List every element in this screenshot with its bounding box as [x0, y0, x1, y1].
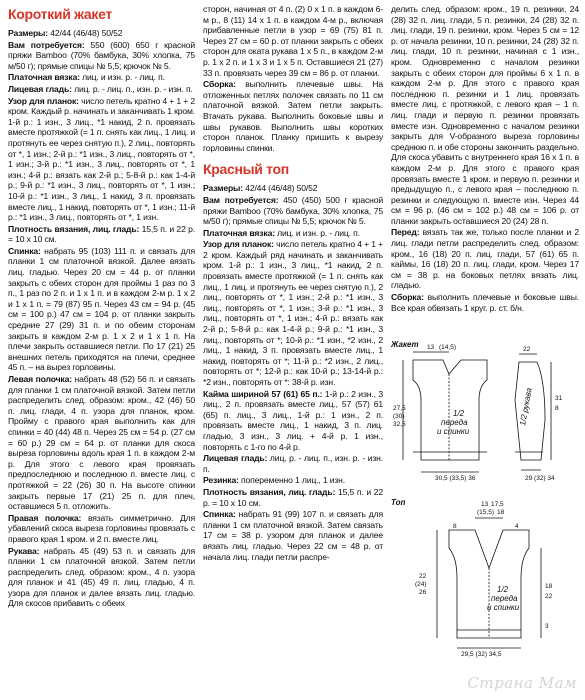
jacket-paragraph-text: число петель кратно 4 + 1 + 2 кром. Каждый р. начинать и заканчивать 1 кром. 1-й р.: 1 изн., 3 лиц., *1 накид, 2 п. провязать вместе протяжкой (= 1 п. снять как лиц., 1 лиц. и протянуть ее через снятую п.), 2 лиц., повторять от *, 1 изн.; 2-й р.: *1 изн., 3 лиц., повторять от *, 1 изн.; 3-й р.: *1 изн., 3 лиц., повторять от *, 1 изн.; 4-й р.: вязать как 2-й р.; 5-8-й р.: как 1-4-й р.; 9-й р.: *1 изн., 3 лиц., повторять от *, 1 изн.; 10-й р.: *1 изн., 3 лиц., 1 накид, 3 п. провязать вместе лиц., 1 накид, повторять от *, 1 изн.; 11-й р.: *1 изн., 3 лиц., повторять от *, 1 изн. — [8, 95, 196, 223]
jacket-paragraph-label: Платочная вязка: — [8, 72, 80, 83]
jacket-paragraph-text: набрать 95 (103) 111 п. и связать для планки 1 см платочной вязкой. Далее вязать лиц. гладью. Через 20 см = 44 р. от планки закрыть с обеих сторон для проймы 1 раз по 3 п., 1 раз по 2 п. и 1 х 1 п. и в каждом 2-м р. 1 х 2 и 1 х 1 п. = 79 (87) 95 п. Через 43 см = 94 р. (45 см = 100 р.) 47 см = 104 р. от планки закрыть средние 27 (29) 31 п. и по обеим сторонам закрыть в каждом 2-м р. 1 х 2 и 1 х 1 п. На плечи закрыть оставшиеся петли. По 17 (21) 25 внешних петель приходятся на плечи, среднее 45 п. – на вырез горловины. — [8, 245, 195, 373]
column-2 — [203, 4, 383, 563]
jacket-paragraph-text: лиц. р. - лиц. п., изн. р. - изн. п. — [71, 83, 193, 94]
jacket-cont-paragraph-text: сторон, начиная от 4 п. (2) 0 х 1 п. в каждом 6-м р., 8 (11) 14 х 1 п. в каждом 4-м р., включая прибавленные петли в узор = 69 (75) 81 п. Через 27 см = 60 р. от планки закрыть с обеих сторон для оката рукава 1 х 5 п., в каждом 2-м р. 1 х 2 п. и 1 х 3 и 1 х 5 п. Оставшиеся 21 (27) 33 п. провязать через 39 см = 86 р. от планки. — [203, 4, 383, 78]
top-paragraph-text: число петель кратно 4 + 1 + 2 кром. Каждый ряд начинать и заканчивать кром. 1-й р.: 1 изн., 3 лиц., *1 накид, 2 п. провязать вместе протяжкой (= 1 п. снять как лиц., 1 лиц. и протянуть ее через снятую п.), 2 лиц., повторять от *, 1 изн.; 2-й р.: *1 изн., 3 лиц., повторять от *, 1 изн.; 3-й р.: *1 изн., 3 лиц., повторять от *, 1 изн.; 4-й р.: вязать как 2-й р.; 5-8-й р.: как 1-4-й р.; 9-й р.: *1 изн., 3 лиц., повторять от *; 10-й р.: *1 изн., *2 изн., 2 лиц., 1 накид, 3 п. провязать вместе лиц., 1 накид, повторять от *; 11-й р.: *2 изн., 2 лиц., повторять от *; 12-й р.: как 10-й р.; 13-14-й р.: *2 изн., повторять от *: 38-й р. изн. — [203, 239, 384, 387]
top-paragraph — [203, 239, 383, 387]
top-paragraph — [203, 475, 383, 486]
svg-text:30,5 (33,5) 36: 30,5 (33,5) 36 — [435, 475, 476, 482]
svg-text:4: 4 — [515, 523, 519, 530]
svg-text:22: 22 — [545, 593, 553, 600]
jacket-paragraph-label: Левая полочка: — [8, 374, 72, 384]
jacket-cont-paragraph — [203, 4, 383, 78]
jacket-diagram — [391, 340, 581, 485]
top-cont-paragraph — [391, 292, 579, 313]
svg-text:29,5 (32) 34,5: 29,5 (32) 34,5 — [461, 651, 502, 658]
jacket-paragraph — [8, 96, 195, 223]
jacket-paragraph-text: вязать симметрично. Для убавлений скоса выреза горловины провязать с правого края 1 кром. и 2 п. вместе лиц. — [8, 512, 195, 544]
jacket-instructions-continued — [203, 4, 383, 153]
svg-text:3: 3 — [545, 623, 549, 630]
top-paragraph — [203, 487, 383, 508]
top-paragraph-text: попеременно 1 лиц., 1 изн. — [238, 475, 346, 486]
svg-text:31: 31 — [555, 395, 563, 402]
jacket-cont-paragraph-label: Сборка: — [203, 79, 236, 90]
top-instructions-continued — [391, 4, 579, 313]
top-diagram-label: Топ — [391, 498, 406, 507]
top-paragraph — [203, 389, 383, 453]
top-paragraph-label: Вам потребуется: — [203, 194, 279, 205]
column-3 — [391, 4, 579, 314]
top-paragraph — [203, 183, 383, 194]
svg-text:32,5: 32,5 — [393, 421, 406, 428]
top-paragraph-text: 1-й р.: 2 изн., 3 лиц., 2 п. провязать вместе лиц., 57 (57) 61 (65) п. лиц., 3 лиц., 1-й р.: 1 изн., 2 п. провязать вместе лиц., 1 накид, 3 п. лиц. гладью, 3 изн., 3 лиц. + 4-й р. 1 изн., повторять с 1-го по 4-й р. — [203, 388, 383, 452]
jacket-cont-paragraph-text: выполнить плечевые швы. На отложенных петлях полочек связать по 11 см платочной вязкой. Затем петли закрыть. Втачать рукава. Выполнить боковые швы и швы рукавов. Выполнить швы коротких сторон планок. Планку пришить к вырезу горловины спинки. — [203, 79, 383, 153]
jacket-paragraph-label: Вам потребуется: — [8, 39, 85, 50]
svg-text:и спинки: и спинки — [487, 603, 520, 612]
top-paragraph — [203, 228, 383, 239]
jacket-paragraph-text: 550 (600) 650 г красной пряжи Bamboo (70% бамбука, 30% хлопка, 75 м/50 г); прямые спицы № 5,5; крючок № 5. — [8, 39, 195, 71]
svg-text:(24): (24) — [415, 581, 427, 588]
top-paragraph-label: Размеры: — [203, 183, 243, 194]
top-paragraph-label: Кайма шириной 57 (61) 65 п.: — [203, 388, 323, 399]
svg-text:18: 18 — [545, 583, 553, 590]
top-cont-paragraph — [391, 4, 579, 226]
svg-text:переда: переда — [491, 594, 518, 603]
svg-text:(30): (30) — [393, 413, 405, 420]
top-paragraph-label: Платочная вязка: — [203, 227, 275, 238]
jacket-diagram-label: Жакет — [391, 340, 419, 349]
jacket-paragraph-text: 15,5 п. и 22 р. = 10 х 10 см. — [8, 223, 195, 245]
svg-text:1/2: 1/2 — [497, 585, 509, 594]
jacket-body-label: 1/2 — [453, 409, 465, 418]
top-cont-paragraph-text: вязать так же, только после планки и 2 лиц. глади петли распределить след. образом: кром., 16 (18) 20 п. лиц. глади, 57 (61) 65 п. каймы, 16 (18) 20 п. лиц. глади, кром. Через 17 см = 38 р. на боковых петлях вязать лиц. гладью. — [391, 227, 579, 291]
jacket-paragraph-label: Лицевая гладь: — [8, 83, 72, 94]
jacket-paragraph — [8, 374, 195, 512]
jacket-paragraph-label: Размеры: — [8, 28, 48, 38]
top-diagram — [391, 488, 581, 658]
top-paragraph-label: Спинка: — [203, 509, 236, 520]
jacket-paragraph-label: Узор для планок: — [8, 95, 79, 106]
svg-text:(14,5): (14,5) — [439, 344, 456, 351]
jacket-paragraph-label: Плотность вязания, лиц. гладь: — [8, 223, 140, 234]
svg-text:(15,5): (15,5) — [477, 509, 494, 516]
top-instructions — [203, 183, 383, 562]
svg-text:27,5: 27,5 — [393, 405, 406, 412]
jacket-paragraph — [8, 546, 195, 610]
top-paragraph-text: лиц. р. - лиц. п., изн. р. - изн. п. — [203, 453, 383, 474]
jacket-paragraph — [8, 84, 195, 95]
jacket-paragraph-text: набрать 45 (49) 53 п. и связать для планки 1 см платочной вязкой. Затем петли распределить след. образом: кром., 4 п. узора для планок и 41 (45) 49 п. лиц. гладью, 4 п. узора для планок и далее вязать лиц. гладью. Для скосов прибавить с обеих — [8, 545, 195, 609]
jacket-paragraph-label: Правая полочка: — [8, 512, 82, 523]
jacket-paragraph-label: Спинка: — [8, 245, 41, 256]
top-cont-paragraph-text: выполнить плечевые и боковые швы. Все края обвязать 1 круг. р. ст. б/н. — [391, 292, 579, 313]
watermark: Страна Мам — [467, 674, 577, 692]
jacket-cont-paragraph — [203, 79, 383, 153]
top-paragraph-text: 450 (450) 500 г красной пряжи Bamboo (70% бамбука, 30% хлопка, 75 м/50 г); прямые спицы № 5,5; крючок № 5. — [203, 194, 384, 227]
svg-text:8: 8 — [453, 523, 457, 530]
svg-text:13: 13 — [481, 501, 489, 508]
top-paragraph-label: Резинка: — [203, 475, 239, 486]
jacket-paragraph — [8, 40, 195, 72]
top-paragraph — [203, 195, 383, 227]
top-paragraph-text: набрать 91 (99) 107 п. и связать для планки 1 см платочной вязкой. Затем связать 17 см = 38 р. узором для планок и далее вязать лиц. гладью. Через 22 см = 48 р. от начала лиц. глади петли распре- — [203, 509, 383, 562]
top-schematic — [391, 488, 581, 658]
top-paragraph-text: 42/44 (46/48) 50/52 — [242, 183, 318, 194]
top-cont-paragraph-label: Перед: — [391, 227, 420, 238]
jacket-paragraph — [8, 513, 195, 545]
svg-text:17,5: 17,5 — [491, 501, 504, 508]
top-paragraph-text: 15,5 п. и 22 р. = 10 х 10 см. — [203, 486, 383, 508]
jacket-instructions — [8, 28, 195, 609]
top-cont-paragraph-text: делить след. образом: кром., 19 п. резинки, 24 (28) 32 п. лиц. глади, 5 п. резинки, 24 (28) 32 п. лиц. глади, 19 п. резинки, кром. Через 5 см = 12 р. от начала резинки, 10 п. резинки, 24 (28) 32 п. лиц. глади, 10 п. резинки, начиная с 1 изн., кром. Одновременно с началом резинки закрыть с обеих сторон для проймы 6 х 1 п. в каждом 2-м р. Для этого с правого края последнюю п. резинки и 1 лиц. провязать вместе лиц. с протяжкой, с левого края – 1 п. лиц. глади и первую п. резинки провязать вместе изн. Одновременно с началом резинки закрыть для V-образного выреза горловины среднюю п. и обе стороны закончить раздельно. Для скоса убавить с внутреннего края 16 х 1 п. в каждом 2-м р. Для этого с правого края провязать вместе 1 кром. и первую п. резинки и предыдущую п., с левого края – последнюю п. резинки и следующую п. вместе изн. Через 44 см = 96 р. (46 см = 102 р.) 48 см = 106 р. от планки закрыть оставшиеся 20 (24) 28 п. — [391, 4, 579, 226]
top-cont-paragraph-label: Сборка: — [391, 292, 424, 303]
svg-text:18: 18 — [497, 509, 505, 516]
top-cont-paragraph — [391, 227, 579, 291]
svg-text:8: 8 — [555, 405, 559, 412]
jacket-paragraph — [8, 246, 195, 373]
jacket-paragraph-text: 42/44 (46/48) 50/52 — [47, 28, 123, 38]
top-paragraph — [203, 509, 383, 562]
top-title: Красный топ — [203, 161, 289, 178]
jacket-paragraph — [8, 28, 195, 39]
column-1 — [8, 4, 195, 610]
jacket-paragraph — [8, 224, 195, 245]
svg-text:переда: переда — [441, 418, 468, 427]
top-paragraph-label: Узор для планок: — [203, 239, 274, 250]
svg-text:13: 13 — [427, 344, 435, 351]
top-paragraph-label: Плотность вязания, лиц. гладь: — [203, 486, 336, 497]
jacket-paragraph-text: лиц. и изн. р. - лиц. п. — [79, 72, 165, 83]
top-paragraph-label: Лицевая гладь: — [203, 453, 268, 464]
jacket-paragraph-text: набрать 48 (52) 56 п. и связать для планки 1 см платочной вязкой. Затем петли распределить след. образом: кром., 42 (46) 50 п. лиц. глади, 4 п. узора для планок, кром. Пройму с правого края выполнить как для спинки = 40 (44) 48 п. Через 25 см = 54 р. (27 см = 60 р.) 29 см = 64 р. от планки для скоса выреза горловины вдоль края 1 п. в каждом 2-м р. Для этого с левого края провязать предпоследнюю и последнюю п. вместе лиц. с протяжкой = 22 (26) 30 п. На высоте спинки закрыть первые 17 (21) 25 п. для плеч, оставшиеся 5 п. отложить. — [8, 374, 195, 512]
jacket-title: Короткий жакет — [8, 6, 112, 22]
svg-text:22: 22 — [523, 346, 531, 353]
svg-text:1/2 рукава: 1/2 рукава — [518, 387, 534, 427]
jacket-paragraph-label: Рукава: — [8, 545, 40, 556]
top-paragraph-text: лиц. и изн. р. - лиц. п. — [274, 227, 360, 238]
top-paragraph — [203, 453, 383, 474]
svg-text:22: 22 — [419, 573, 427, 580]
jacket-schematic — [391, 340, 581, 485]
jacket-paragraph — [8, 72, 195, 83]
svg-text:29 (32) 34: 29 (32) 34 — [525, 475, 555, 482]
svg-text:26: 26 — [419, 589, 427, 596]
svg-text:и спинки: и спинки — [437, 427, 470, 436]
